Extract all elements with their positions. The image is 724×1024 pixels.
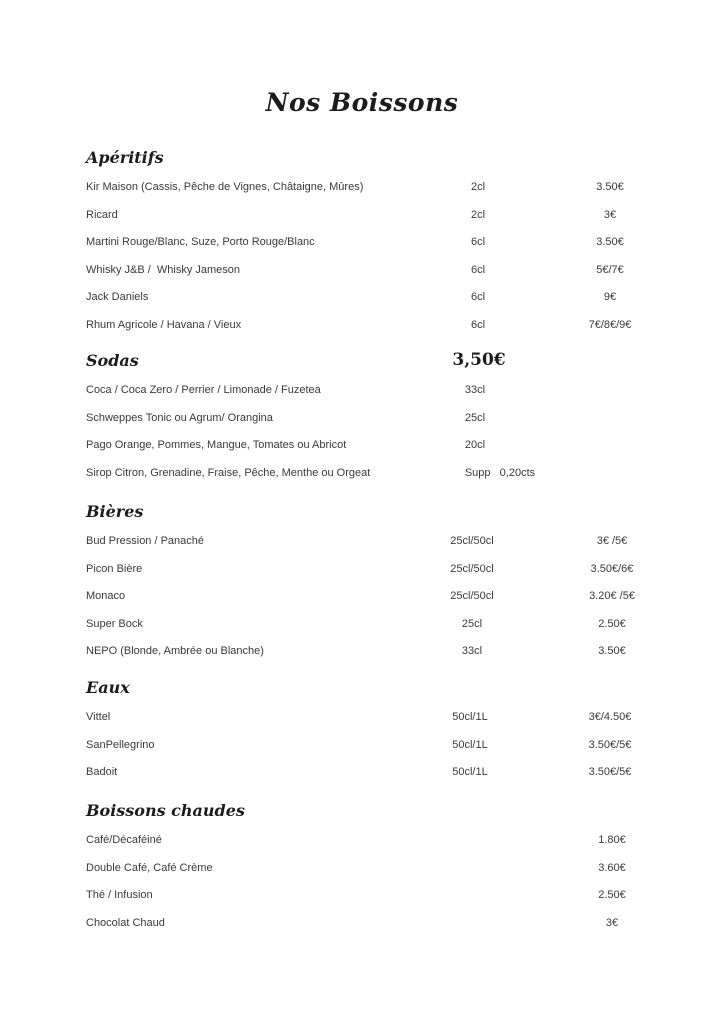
menu-item-row bbox=[0, 291, 724, 307]
item-price: 2.50€ bbox=[598, 617, 626, 630]
item-volume: 6cl bbox=[470, 236, 486, 248]
item-price: 3.50€/6€ bbox=[590, 562, 634, 575]
item-price: 3€/4.50€ bbox=[588, 711, 632, 723]
menu-item-row bbox=[0, 236, 724, 252]
section-title: Sodas bbox=[86, 351, 139, 370]
item-volume: 33cl bbox=[464, 384, 486, 396]
menu-item-row bbox=[0, 889, 724, 905]
item-name: Double Café, Café Crème bbox=[86, 861, 213, 874]
menu-item-row bbox=[0, 766, 724, 782]
item-volume: 25cl/50cl bbox=[450, 535, 494, 547]
menu-item-row bbox=[0, 645, 724, 661]
menu-item-row bbox=[0, 181, 724, 197]
item-name: Schweppes Tonic ou Agrum/ Orangina bbox=[86, 411, 273, 424]
menu-item-row bbox=[0, 439, 724, 455]
item-volume: 25cl bbox=[461, 617, 483, 630]
item-name: Bud Pression / Panaché bbox=[86, 535, 205, 547]
item-price: 1.80€ bbox=[598, 834, 626, 846]
item-price: 3€ bbox=[603, 208, 617, 221]
item-name: Jack Daniels bbox=[86, 291, 149, 303]
item-volume: 50cl/1L bbox=[452, 738, 488, 751]
item-price: 3.50€/5€ bbox=[588, 738, 632, 751]
menu-item-row bbox=[0, 319, 724, 335]
item-name: NEPO (Blonde, Ambrée ou Blanche) bbox=[86, 645, 264, 657]
item-name: SanPellegrino bbox=[86, 738, 155, 751]
section-title: Eaux bbox=[86, 678, 130, 697]
item-name: Picon Bière bbox=[86, 562, 143, 575]
item-price: 3.20€ /5€ bbox=[589, 590, 635, 602]
item-name: Coca / Coca Zero / Perrier / Limonade / Fuzetea bbox=[86, 384, 321, 396]
item-name: Café/Décaféiné bbox=[86, 834, 162, 846]
item-volume: 6cl bbox=[470, 291, 486, 303]
item-price: 3.50€/5€ bbox=[588, 766, 632, 778]
item-volume: 2cl bbox=[470, 208, 486, 221]
item-volume: 2cl bbox=[470, 181, 486, 193]
item-price: 9€ bbox=[603, 291, 617, 303]
item-name: Pago Orange, Pommes, Mangue, Tomates ou Abricot bbox=[86, 439, 347, 451]
item-price: 5€/7€ bbox=[596, 263, 624, 276]
item-name: Badoit bbox=[86, 766, 118, 778]
section-title: Apéritifs bbox=[86, 148, 164, 167]
item-name: Martini Rouge/Blanc, Suze, Porto Rouge/Blanc bbox=[86, 236, 315, 248]
menu-item-row bbox=[0, 862, 724, 878]
item-name: Super Bock bbox=[86, 617, 143, 630]
menu-item-row bbox=[0, 467, 724, 483]
item-volume: 6cl bbox=[470, 318, 486, 331]
item-volume: Supp 0,20cts bbox=[464, 466, 536, 479]
section-price: 3,50€ bbox=[452, 350, 506, 370]
menu-item-row bbox=[0, 209, 724, 225]
menu-item-row bbox=[0, 384, 724, 400]
item-price: 7€/8€/9€ bbox=[588, 318, 632, 331]
item-volume: 25cl bbox=[464, 411, 486, 424]
page-title: Nos Boissons bbox=[265, 88, 459, 117]
menu-item-row bbox=[0, 739, 724, 755]
menu-item-row bbox=[0, 618, 724, 634]
menu-item-row bbox=[0, 711, 724, 727]
item-name: Monaco bbox=[86, 590, 126, 602]
item-volume: 50cl/1L bbox=[452, 711, 488, 723]
menu-item-row bbox=[0, 590, 724, 606]
item-volume: 25cl/50cl bbox=[450, 562, 494, 575]
item-price: 3€ /5€ bbox=[596, 535, 628, 547]
item-name: Vittel bbox=[86, 711, 111, 723]
menu-item-row bbox=[0, 264, 724, 280]
item-price: 3€ bbox=[605, 916, 619, 929]
section-title: Boissons chaudes bbox=[86, 801, 245, 820]
item-volume: 6cl bbox=[470, 263, 486, 276]
item-price: 2.50€ bbox=[598, 889, 626, 901]
menu-item-row bbox=[0, 563, 724, 579]
item-volume: 33cl bbox=[461, 645, 483, 657]
item-name: Ricard bbox=[86, 208, 118, 221]
item-price: 3.50€ bbox=[596, 181, 624, 193]
item-name: Rhum Agricole / Havana / Vieux bbox=[86, 318, 242, 331]
item-name: Thé / Infusion bbox=[86, 889, 153, 901]
item-name: Kir Maison (Cassis, Pêche de Vignes, Châtaigne, Mûres) bbox=[86, 181, 364, 193]
menu-item-row bbox=[0, 412, 724, 428]
item-volume: 50cl/1L bbox=[452, 766, 488, 778]
item-price: 3.50€ bbox=[598, 645, 626, 657]
item-name: Chocolat Chaud bbox=[86, 916, 165, 929]
item-name: Whisky J&B / Whisky Jameson bbox=[86, 263, 241, 276]
item-name: Sirop Citron, Grenadine, Fraise, Pêche, Menthe ou Orgeat bbox=[86, 466, 371, 479]
item-price: 3.50€ bbox=[596, 236, 624, 248]
item-price: 3.60€ bbox=[598, 861, 626, 874]
menu-item-row bbox=[0, 917, 724, 933]
section-title: Bières bbox=[86, 502, 144, 521]
item-volume: 20cl bbox=[464, 439, 486, 451]
menu-item-row bbox=[0, 535, 724, 551]
item-volume: 25cl/50cl bbox=[450, 590, 494, 602]
menu-item-row bbox=[0, 834, 724, 850]
